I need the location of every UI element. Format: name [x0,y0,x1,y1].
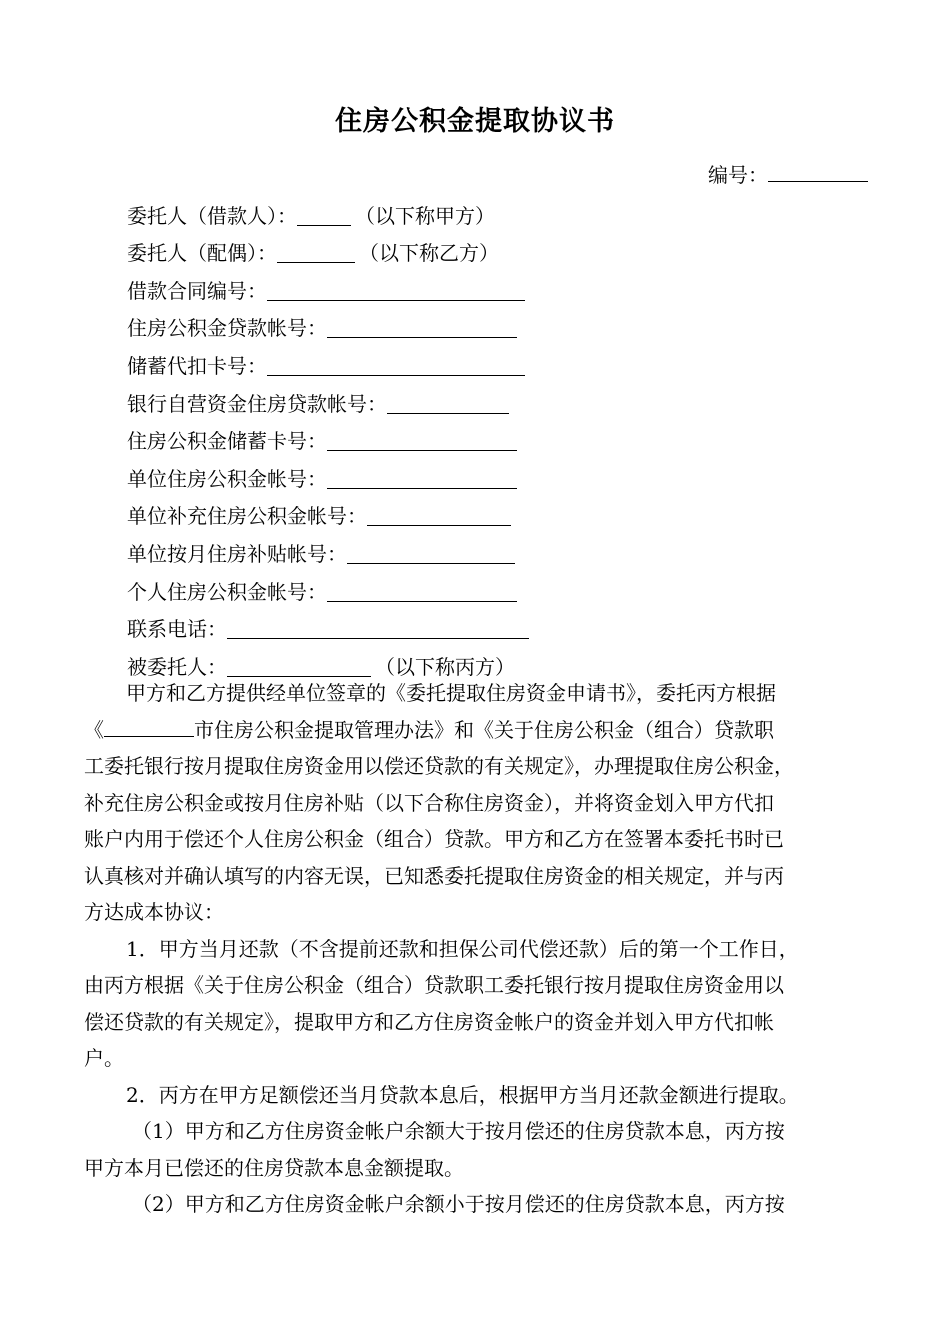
document-number [708,160,868,190]
field-label: 住房公积金储蓄卡号： [127,429,327,454]
savings-card-blank[interactable] [267,353,525,376]
paragraph-line: 方达成本协议： [84,900,224,924]
field-label: 住房公积金贷款帐号： [127,316,327,341]
paragraph-line: 甲方和乙方提供经单位签章的《委托提取住房资金申请书》，委托丙方根据 [126,681,776,705]
field-loan-contract-number [127,269,529,307]
field-suffix: （以下称丙方） [375,654,515,679]
party-info-fields [127,194,529,683]
field-label: 银行自营资金住房贷款帐号： [127,391,387,416]
paragraph-line [84,712,874,749]
field-label: 联系电话： [127,617,227,642]
field-unit-supplementary-account [127,495,529,533]
field-phone [127,608,529,646]
field-borrower [127,194,529,232]
clause-1-line: 由丙方根据《关于住房公积金（组合）贷款职工委托银行按月提取住房资金用以 [84,973,784,997]
paragraph-line: 工委托银行按月提取住房资金用以偿还贷款的有关规定》，办理提取住房公积金， [84,754,794,778]
field-label: 储蓄代扣卡号： [127,353,267,378]
document-title: 住房公积金提取协议书 [335,106,615,137]
provident-savings-card-blank[interactable] [327,428,517,451]
city-blank[interactable] [104,716,194,737]
paragraph-line: 补充住房公积金或按月住房补贴（以下合称住房资金），并将资金划入甲方代扣 [84,790,774,815]
field-label: 委托人（配偶）： [127,241,277,266]
loan-contract-number-blank[interactable] [267,278,525,301]
field-label: 单位补充住房公积金帐号： [127,504,367,529]
field-label: 委托人（借款人）： [127,203,297,228]
field-suffix: （以下称乙方） [359,241,499,266]
field-personal-provident-account [127,570,529,608]
spouse-blank[interactable] [277,240,355,263]
provident-loan-account-blank[interactable] [327,315,517,338]
field-bank-loan-account [127,382,529,420]
sub-clause-2-line: （2）甲方和乙方住房资金帐户余额小于按月偿还的住房贷款本息，丙方按 [132,1192,785,1216]
number-blank[interactable] [768,161,868,182]
sub-clause-1-line: 甲方本月已偿还的住房贷款本息金额提取。 [84,1155,464,1180]
borrower-blank[interactable] [297,203,351,226]
quote-open: 《 [84,717,104,742]
field-label: 单位按月住房补贴帐号： [127,541,347,566]
field-spouse [127,232,529,270]
clause-1-line: 1．甲方当月还款（不含提前还款和担保公司代偿还款）后的第一个工作日， [126,936,799,961]
clause-1-line: 户。 [84,1046,124,1070]
field-label: 被委托人： [127,654,227,679]
unit-supplementary-account-blank[interactable] [367,503,511,526]
clause-2-line: 2．丙方在甲方足额偿还当月贷款本息后，根据甲方当月还款金额进行提取。 [126,1082,799,1107]
phone-blank[interactable] [227,616,529,639]
field-provident-savings-card [127,420,529,458]
field-label: 个人住房公积金帐号： [127,579,327,604]
clause-1-line: 偿还贷款的有关规定》，提取甲方和乙方住房资金帐户的资金并划入甲方代扣帐 [84,1009,774,1034]
field-provident-loan-account [127,307,529,345]
field-label: 单位住房公积金帐号： [127,466,327,491]
trustee-blank[interactable] [227,654,371,677]
unit-provident-account-blank[interactable] [327,466,517,489]
field-suffix: （以下称甲方） [355,203,495,228]
number-label: 编号： [708,163,768,187]
field-savings-card [127,344,529,382]
field-unit-provident-account [127,457,529,495]
line-text: 市住房公积金提取管理办法》和《关于住房公积金（组合）贷款职 [194,717,774,742]
sub-clause-1-line: （1）甲方和乙方住房资金帐户余额大于按月偿还的住房贷款本息，丙方按 [132,1119,785,1143]
paragraph-line: 账户内用于偿还个人住房公积金（组合）贷款。甲方和乙方在签署本委托书时已 [84,827,784,851]
field-unit-monthly-subsidy-account [127,532,529,570]
personal-provident-account-blank[interactable] [327,579,517,602]
agreement-body [84,675,874,1223]
bank-loan-account-blank[interactable] [387,391,509,414]
unit-monthly-subsidy-account-blank[interactable] [347,541,515,564]
paragraph-line: 认真核对并确认填写的内容无误，已知悉委托提取住房资金的相关规定，并与丙 [84,863,784,888]
field-label: 借款合同编号： [127,278,267,303]
